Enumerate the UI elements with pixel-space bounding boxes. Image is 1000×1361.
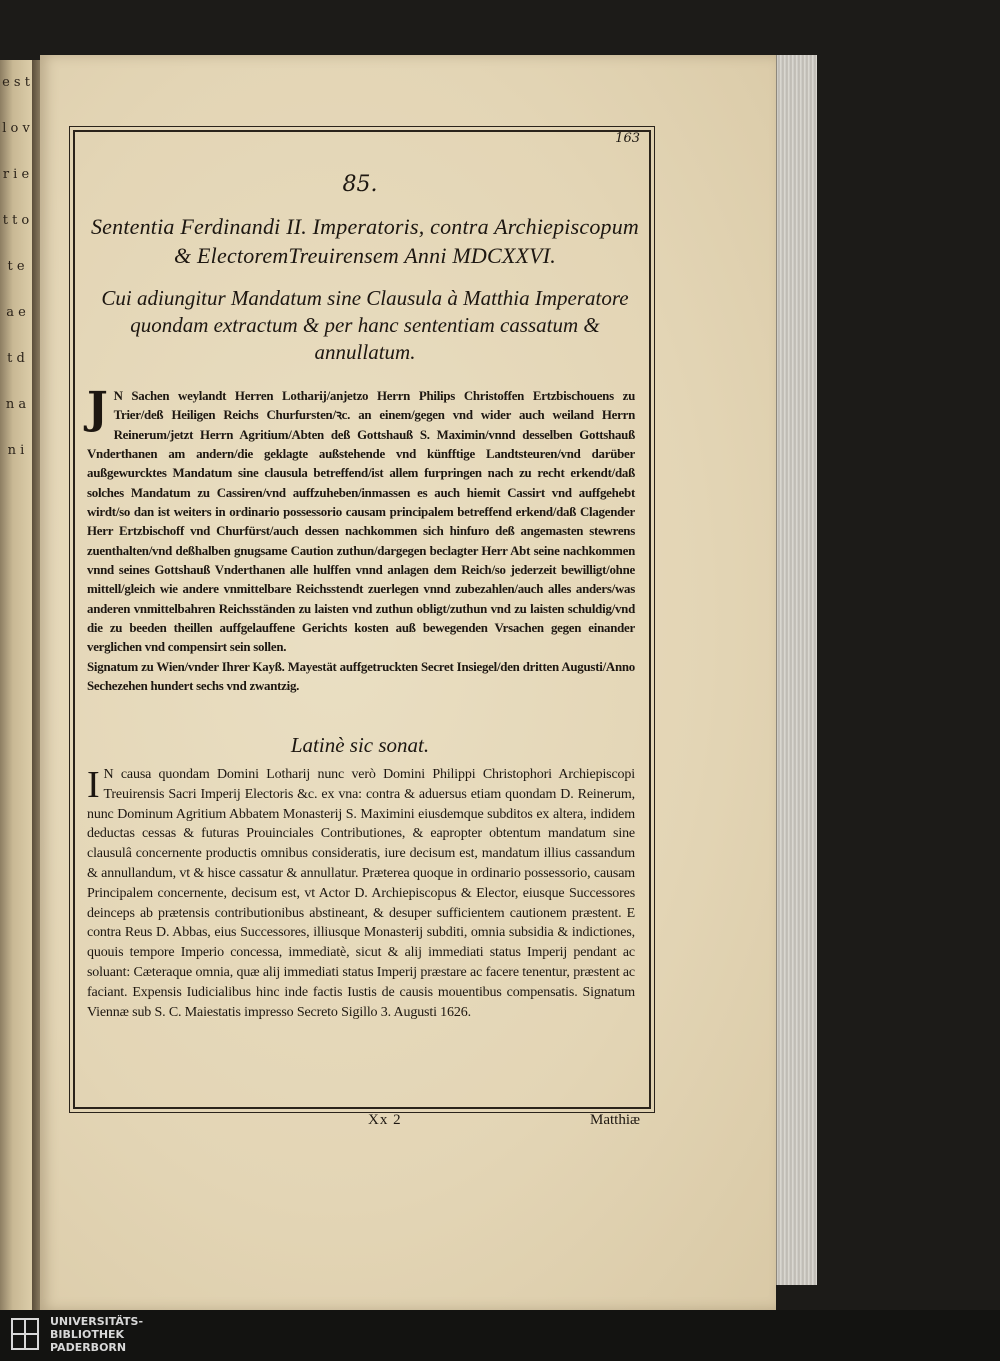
latin-body: N causa quondam Domini Lotharij nunc verò Domini Philippi Christophori Archiepiscopi Treuirensis Sacri Imperij Electoris &c. ex vna: contra & aduersus etiam quondam D. Reinerum, nunc Dominum Agritium Abbatem Monasterij S. Maximini eiusdemque subditos ex altera, indidem deductas cessas & futuras Prouinciales Contributiones, & eapropter obtentum mandatum sine clausulâ concernente productis omnibus consideratis, iure decisum est, mandatum illius cassandum & annullandum, vt & hisce cassatur & annullatur. Præterea quoque in ordinario possessorio, causam Principalem concernente, decisum est, vt Actor D. Archiepiscopus & Elector, eiusque Successores deinceps ab prætensis contributionibus abstineant, & desuper sufficientem cautionem præstent. E contra Reus D. Abbas, eius Successores, illiusque Monasterij subditi, omnia subsidia & indictiones, quouis tempore Imperio concessa, immediatè, sicut & alij immediati status Imperij pendant ac soluant: Cæteraque omnia, quæ alij immediati status Imperij præstare ac facere tenentur, præstent ac faciant. Expensis Iudicialibus hinc inde factis Iustis de causis mouentibus compensatis. Signatum Viennæ sub S. C. Maiestatis impresso Secreto Sigillo 3. Augusti 1626.	[87, 767, 635, 1020]
latin-dropcap: I	[87, 764, 100, 806]
library-logo-icon	[10, 1317, 40, 1351]
latin-paragraph	[87, 765, 635, 1022]
german-signatum: Signatum zu Wien/vnder Ihrer Kayß. Mayestät auffgetruckten Secret Insiegel/den dritten Augusti/Anno Sechezehen hundert sechs vnd zwantzig.	[87, 659, 635, 694]
latin-heading: Latinè sic sonat.	[290, 733, 430, 757]
page-stack-edge	[776, 55, 817, 1285]
catchword: Matthiæ	[589, 1112, 640, 1128]
document-subtitle: Cui adiungitur Mandatum sine Clausula à Matthia Imperatore quondam extractum & per hanc sententiam cassatum & annullatum.	[101, 286, 629, 364]
german-paragraph	[87, 383, 635, 658]
left-page-margin-text: e s t l o v r i e t t o t e a e t d n a n i	[2, 75, 30, 458]
document-title: Sententia Ferdinandi II. Imperatoris, contra Archiepiscopum & ElectoremTreuirensem Anni MDCXXVI.	[90, 214, 640, 268]
document-number: 85.	[342, 172, 378, 197]
german-body: N Sachen weylandt Herren Lotharij/anjetzo Herrn Philips Christoffen Ertzbischouens zu Trier/deß Heiligen Reichs Churfursten/ꝛc. an einem/gegen vnd wider auch weiland Herrn Reinerum/jetzt Herrn Agritium/Abten deß Gottshauß S. Maximin/vnnd desselben Gottshauß Vnderthanen am andern/die geklagte außstehende vnd künfftige Landtsteuren/vnd darüber außgewurcktes Mandatum sine clausula betreffend/ist allem furpringen nach zu recht erkendt/daß solches Mandatum zu Cassiren/vnd auffzuheben/inmassen es auch hiemit Cassirt vnd auffgehebt wirdt/so dan ist weiters in ordinario possessorio causam principalem betreffend erkend/daß Clagender Herr Ertzbischoff vnd Churfürst/auch dessen nachkommen sich hinfuro deß angemasten stewrens zuenthalten/vnd deßhalben gnugsame Caution zuthun/dargegen beclagter Herr Abt seine nachkommen vnnd seines Gottshauß Vnderthanen alle hulffen vnnd anlagen dem Reich/so jederzeit bewilligt/ohne mittell/gleich wie andere vnmittelbare Reichsstendt zuerlegen vnnd zubezahlen/auch alles anders/was anderen vnmittelbahren Reichsständen zu laisten vnd zuthun obligt/zuthun vnd zu laisten schuldig/vnd die zu beeden theillen auffgelauffene Gerichts kosten auß bewegenden Vrsachen gegen einander verglichen vnd compensirt sein sollen.	[87, 389, 635, 655]
page-number: 163	[615, 131, 640, 146]
signature-mark: Xx 2	[368, 1112, 402, 1128]
latin-text-block	[87, 765, 635, 1022]
german-dropcap: J	[87, 383, 108, 434]
library-logo-text: UNIVERSITÄTS- BIBLIOTHEK PADERBORN	[50, 1315, 144, 1354]
german-text-block	[87, 383, 635, 697]
